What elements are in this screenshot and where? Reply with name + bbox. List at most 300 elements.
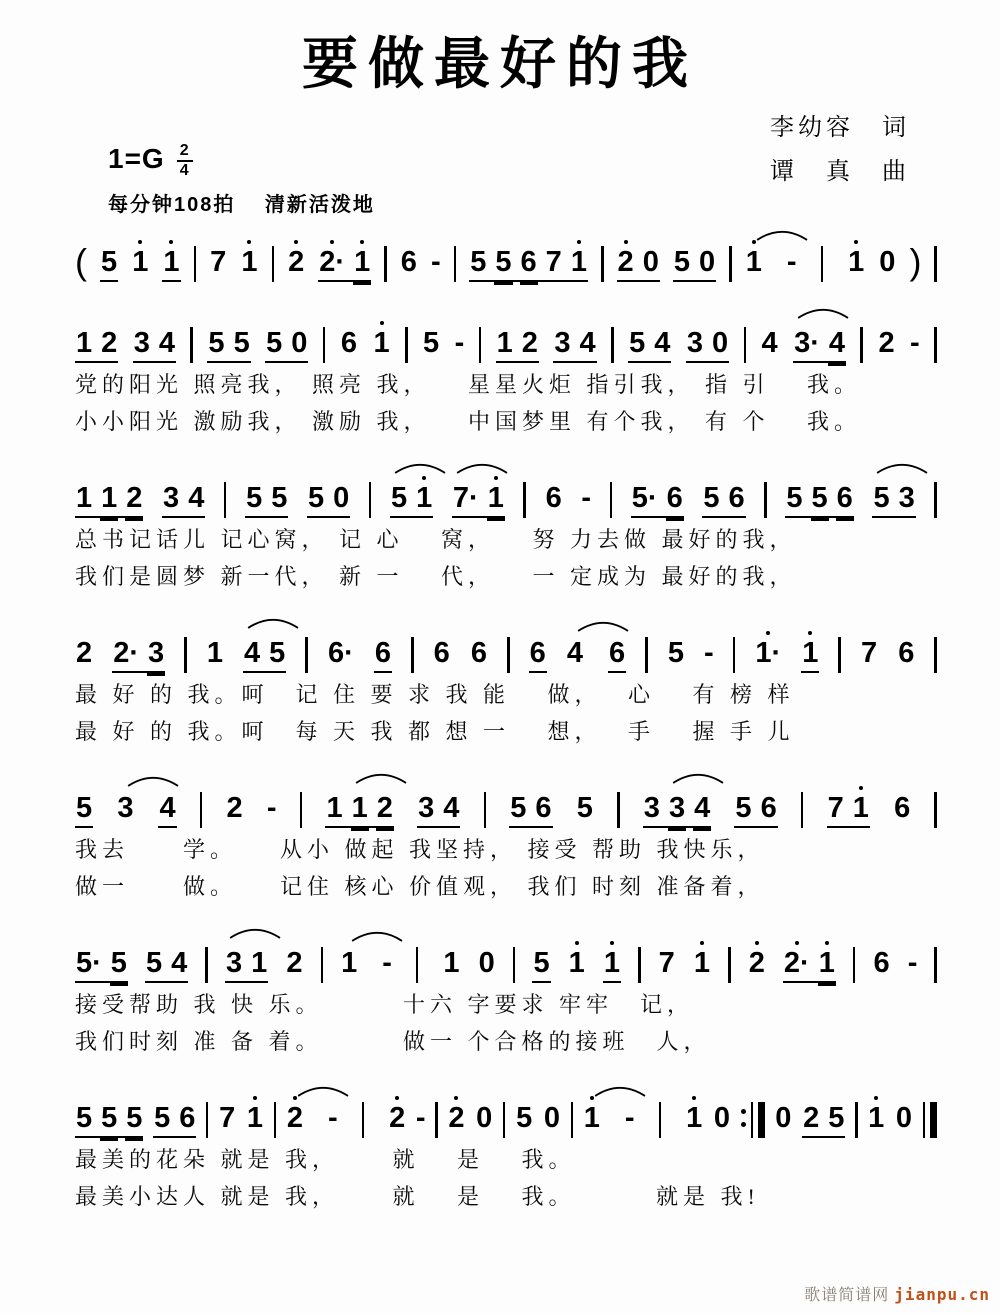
octave-dot [247, 240, 251, 244]
note-group [145, 941, 188, 983]
octave-dot-slot [675, 786, 679, 790]
note: 1 [326, 786, 342, 823]
note-group [470, 631, 488, 674]
octave-dot-slot [272, 321, 276, 325]
note: 1 [853, 786, 869, 823]
barline [416, 947, 419, 983]
octave-dot-slot [560, 321, 564, 325]
octave-dot-slot [132, 476, 136, 480]
duration-dash: - [327, 1101, 338, 1134]
slur-arc [671, 771, 725, 784]
note-group [243, 631, 286, 673]
octave-dot-slot [214, 321, 218, 325]
octave-dot-slot [482, 1096, 486, 1100]
octave-dot-slot [160, 1096, 164, 1100]
tie-span [116, 786, 176, 829]
note: 5 [786, 476, 802, 513]
octave-dot [293, 1096, 297, 1100]
lyric-line: 我去 学。 从小 做起 我坚持， 接受 帮助 我快乐， [75, 837, 765, 862]
octave-dot [380, 321, 384, 325]
lyric-line: 最美小达人 就是 我， 就 是 我。 就是 我! [75, 1184, 760, 1209]
note: 5 [873, 476, 889, 513]
octave-dot [454, 1096, 458, 1100]
note: 5 [76, 786, 92, 823]
system-0 [75, 228, 937, 282]
key-signature [108, 140, 193, 179]
barline [200, 792, 203, 828]
note: 5 [812, 476, 828, 513]
octave-dot-slot [381, 631, 385, 635]
note: 1 [207, 631, 223, 668]
octave-dot-slot [536, 631, 540, 635]
note: 6 [609, 631, 625, 668]
octave-dot-slot [767, 786, 771, 790]
lyric-line: 接受帮助 我 快 乐。 十六 字要求 牢牢 记， [75, 992, 695, 1017]
note: 4 [829, 321, 845, 358]
octave-dot-slot [905, 476, 909, 480]
tie-span [286, 1096, 406, 1139]
note: 7 [210, 240, 226, 277]
octave-dot-slot [107, 240, 111, 244]
note-group [568, 941, 586, 984]
note: 6 [434, 631, 450, 668]
note: 4 [443, 786, 459, 823]
octave-dot [330, 240, 334, 244]
note: 1 [341, 941, 357, 978]
octave-dot [692, 1096, 696, 1100]
note-group [422, 321, 440, 364]
octave-dot-slot [275, 631, 279, 635]
note: 3 [148, 631, 164, 668]
note-group [793, 321, 846, 363]
note: 5 [266, 321, 282, 358]
note-group [827, 786, 870, 828]
note-group [658, 941, 676, 984]
octave-dot [752, 240, 756, 244]
note-group [75, 321, 118, 363]
key-label: 1=G [108, 143, 165, 175]
note: 2 [878, 321, 894, 358]
tie-span [340, 941, 460, 984]
note: 5 [146, 941, 162, 978]
barline [272, 246, 275, 282]
note: 1 [101, 476, 117, 513]
octave-dot-slot [213, 631, 217, 635]
note: 3 [226, 941, 242, 978]
note-group [75, 941, 128, 983]
octave-dot-slot [82, 476, 86, 480]
lyric-line: 做一 做。 记住 核心 价值观， 我们 时刻 准备着， [75, 874, 765, 899]
barline [454, 246, 457, 282]
octave-dot-slot [805, 321, 809, 325]
octave-dot-slot [880, 476, 884, 480]
note-group [417, 786, 460, 828]
octave-dot [575, 941, 579, 945]
lyricist-credit: 李幼容 词 [770, 115, 910, 141]
barline [821, 246, 824, 282]
note-group [153, 1096, 196, 1138]
octave-dot-slot [440, 631, 444, 635]
duration-dash: - [266, 791, 277, 824]
barline [934, 482, 937, 518]
octave-dot [610, 941, 614, 945]
note-group [643, 786, 711, 828]
octave-dot-slot [665, 941, 669, 945]
octave-dot [874, 1096, 878, 1100]
note: 5 [101, 1096, 117, 1133]
barline [184, 637, 187, 673]
note: 6· [328, 631, 354, 668]
note-group [318, 240, 371, 282]
note-group [801, 631, 819, 673]
octave-dot [395, 1096, 399, 1100]
note-group [75, 631, 93, 674]
note-group [225, 941, 268, 983]
repeat-barline [741, 1102, 765, 1138]
duration-dash: - [382, 946, 392, 979]
octave-dot [590, 1096, 594, 1100]
note: 5 [735, 786, 751, 823]
octave-dot-slot [503, 321, 507, 325]
note: 6 [401, 240, 417, 277]
barline [405, 327, 408, 363]
barline [305, 637, 308, 673]
note: 5· [632, 476, 658, 513]
note: 1 [819, 941, 835, 978]
octave-dot [825, 941, 829, 945]
note: 0 [479, 941, 495, 978]
note: 4 [159, 786, 175, 823]
barline [934, 637, 937, 673]
note-group [112, 631, 165, 673]
note: 2 [126, 476, 142, 513]
note: 1 [604, 941, 620, 978]
octave-dot-slot [528, 321, 532, 325]
note: 3 [134, 321, 150, 358]
tempo-marking: 每分钟108拍 清新活泼地 [108, 194, 375, 216]
octave-dot-slot [880, 941, 884, 945]
note-group [754, 631, 782, 674]
note-group [469, 240, 588, 282]
octave-dot-slot [540, 941, 544, 945]
note-group [75, 1096, 143, 1138]
octave-dot-slot [166, 786, 170, 790]
octave-dot-slot [233, 786, 237, 790]
octave-dot-slot [835, 321, 839, 325]
note-group [340, 321, 358, 364]
note: 2· [113, 631, 139, 668]
music-line-4 [75, 774, 937, 828]
note: 5 [533, 941, 549, 978]
lyric-line: 我们时刻 准 备 着。 做一 个合格的接班 人， [75, 1029, 711, 1054]
note: 1 [443, 941, 459, 978]
octave-dot-slot [225, 1096, 229, 1100]
octave-dot-slot [700, 786, 704, 790]
octave-dot-slot [194, 476, 198, 480]
octave-dot-slot [834, 786, 838, 790]
octave-dot-slot [252, 476, 256, 480]
octave-dot-slot [132, 1096, 136, 1100]
octave-dot-slot [165, 321, 169, 325]
note: 5 [629, 321, 645, 358]
barline [205, 947, 208, 983]
note: 5· [76, 941, 102, 978]
note-group [447, 1096, 465, 1139]
note: 4 [762, 321, 778, 358]
note: 6 [667, 476, 683, 513]
note: 0 [544, 1096, 560, 1133]
note: 4 [580, 321, 596, 358]
note-group [116, 786, 134, 829]
octave-dot-slot [705, 240, 709, 244]
note-group [667, 631, 685, 674]
barline [571, 1102, 574, 1138]
note: 1 [497, 321, 513, 358]
octave-dot-slot [152, 941, 156, 945]
octave-dot-slot [902, 1096, 906, 1100]
note: 1 [569, 941, 585, 978]
note-group [452, 476, 505, 518]
note: 2 [377, 786, 393, 823]
barline [729, 246, 732, 282]
note: 5 [154, 1096, 170, 1133]
note-group [162, 240, 180, 282]
note-group [325, 786, 393, 828]
note: 7· [453, 476, 479, 513]
music-line-5 [75, 929, 937, 983]
note: 6 [729, 476, 745, 513]
note-group [734, 786, 777, 828]
note: 5 [391, 476, 407, 513]
octave-dot-slot [333, 786, 337, 790]
octave-dot-slot [82, 321, 86, 325]
octave-dot [624, 240, 628, 244]
octave-dot-slot [216, 240, 220, 244]
note-group [158, 786, 176, 828]
lyric-line: 我们是圆梦 新一代， 新 一 代， 一 定成为 最好的我， [75, 564, 797, 589]
note: 1 [251, 941, 267, 978]
duration-dash: - [415, 1101, 426, 1134]
barline [601, 246, 604, 282]
music-line-1 [75, 309, 937, 363]
note: 5 [674, 240, 690, 277]
note: 7 [828, 786, 844, 823]
barline [300, 792, 303, 828]
barline [435, 1102, 438, 1138]
note: 5 [828, 1096, 844, 1133]
barline [659, 1102, 662, 1138]
octave-dot [859, 786, 863, 790]
system-3 [75, 619, 937, 747]
note: 3 [687, 321, 703, 358]
note: 6 [375, 631, 391, 668]
octave-dot-slot [680, 240, 684, 244]
octave-dot-slot [693, 321, 697, 325]
octave-dot-slot [552, 240, 556, 244]
note-group [372, 321, 390, 364]
octave-dot [795, 941, 799, 945]
note: 2 [76, 631, 92, 668]
octave-dot [253, 1096, 257, 1100]
note-group [543, 1096, 561, 1139]
barline [611, 327, 614, 363]
octave-dot-slot [541, 786, 545, 790]
note-group [802, 1096, 845, 1138]
barline [934, 246, 937, 282]
note-group [748, 941, 766, 984]
octave-dot-slot [314, 476, 318, 480]
note: 1 [352, 786, 368, 823]
note-group [608, 631, 626, 673]
octave-dot-slot [885, 321, 889, 325]
octave-dot-slot [347, 321, 351, 325]
barline [733, 637, 736, 673]
octave-dot-slot [720, 1096, 724, 1100]
note-group [673, 240, 716, 282]
note: 0 [291, 321, 307, 358]
system-6 [75, 1084, 937, 1212]
barline [801, 792, 804, 828]
note-group [545, 476, 563, 519]
octave-dot-slot [550, 1096, 554, 1100]
octave-dot-slot [449, 786, 453, 790]
note: 6 [341, 321, 357, 358]
octave-dot-slot [650, 786, 654, 790]
note: 6 [898, 631, 914, 668]
note-group [475, 1096, 493, 1139]
note-group [246, 1096, 264, 1139]
octave-dot-slot [117, 941, 121, 945]
note: 6 [837, 476, 853, 513]
octave-dot-slot [185, 1096, 189, 1100]
note: 1 [163, 240, 179, 277]
barline [744, 327, 747, 363]
note: 5 [234, 321, 250, 358]
lyric-line: 最美的花朵 就是 我， 就 是 我。 [75, 1147, 576, 1172]
note-group [745, 240, 763, 283]
duration-dash: - [581, 481, 592, 514]
note-group [206, 631, 224, 674]
duration-dash: - [454, 326, 465, 359]
note-group [287, 240, 305, 283]
note: 1 [694, 941, 710, 978]
note: 1 [373, 321, 389, 358]
note: 1 [76, 321, 92, 358]
note: 1 [488, 476, 504, 513]
slur-arc [228, 926, 282, 939]
note: 7 [861, 631, 877, 668]
slur-arc [875, 461, 929, 474]
barline [479, 327, 482, 363]
note-group [131, 240, 149, 283]
note: 2 [287, 1096, 303, 1133]
note: 2 [101, 321, 117, 358]
note: 2 [618, 240, 634, 277]
octave-dot [808, 631, 812, 635]
note-group [240, 240, 258, 283]
note-group [686, 321, 729, 363]
note: 5 [269, 631, 285, 668]
octave-dot [169, 240, 173, 244]
octave-dot-slot [586, 321, 590, 325]
octave-dot-slot [843, 476, 847, 480]
octave-dot-slot [424, 786, 428, 790]
watermark [804, 1282, 990, 1305]
note: 6 [546, 476, 562, 513]
time-signature-denominator: 4 [179, 162, 190, 180]
parenthesis: ( [75, 241, 87, 282]
note-group [509, 786, 552, 828]
note: 4 [188, 476, 204, 513]
octave-dot-slot [900, 786, 904, 790]
note-group [433, 631, 451, 674]
note: 5 [246, 476, 262, 513]
octave-dot [294, 240, 298, 244]
slur-arc [246, 616, 300, 629]
note-group [631, 476, 684, 518]
note-group [388, 1096, 406, 1139]
note-group [872, 476, 915, 518]
note-group [685, 1096, 703, 1139]
octave-dot-slot [449, 941, 453, 945]
octave-dot-slot [429, 321, 433, 325]
time-signature [177, 142, 193, 181]
barline [274, 1102, 277, 1138]
note: 5 [101, 240, 117, 277]
note-group [783, 941, 836, 983]
octave-dot [494, 476, 498, 480]
octave-dot-slot [818, 476, 822, 480]
system-1 [75, 309, 937, 437]
octave-dot-slot [347, 941, 351, 945]
lyric-line: 最 好 的 我。呵 每 天 我 都 想 一 想， 手 握 手 儿 [75, 719, 795, 744]
octave-dot-slot [140, 321, 144, 325]
system-2 [75, 464, 937, 592]
octave-dot-slot [124, 631, 128, 635]
octave-dot-slot [735, 476, 739, 480]
note-group [285, 941, 303, 984]
octave-dot-slot [250, 631, 254, 635]
note: 6 [530, 631, 546, 668]
octave-dot-slot [407, 240, 411, 244]
barline [190, 327, 193, 363]
note-group [390, 476, 433, 518]
note: 5 [495, 240, 511, 277]
barline [507, 637, 510, 673]
octave-dot-slot [834, 1096, 838, 1100]
note-group [867, 1096, 885, 1139]
lyric-line: 总书记话儿 记心窝， 记 心 窝， 努 力去做 最好的我， [75, 527, 797, 552]
note-group [496, 321, 539, 363]
note-group [442, 941, 460, 984]
duration-dash: - [704, 636, 714, 669]
note: 0 [712, 321, 728, 358]
barline [194, 246, 197, 282]
note-group [75, 476, 143, 518]
octave-dot-slot [718, 321, 722, 325]
note-group [307, 476, 350, 518]
note: 2 [749, 941, 765, 978]
barline [224, 482, 227, 518]
barline [934, 792, 937, 828]
barline [645, 637, 648, 673]
note-group [327, 631, 355, 674]
note: 3 [644, 786, 660, 823]
note: 5 [308, 476, 324, 513]
tie-span [745, 240, 865, 283]
octave-dot-slot [297, 321, 301, 325]
note: 2 [389, 1096, 405, 1133]
